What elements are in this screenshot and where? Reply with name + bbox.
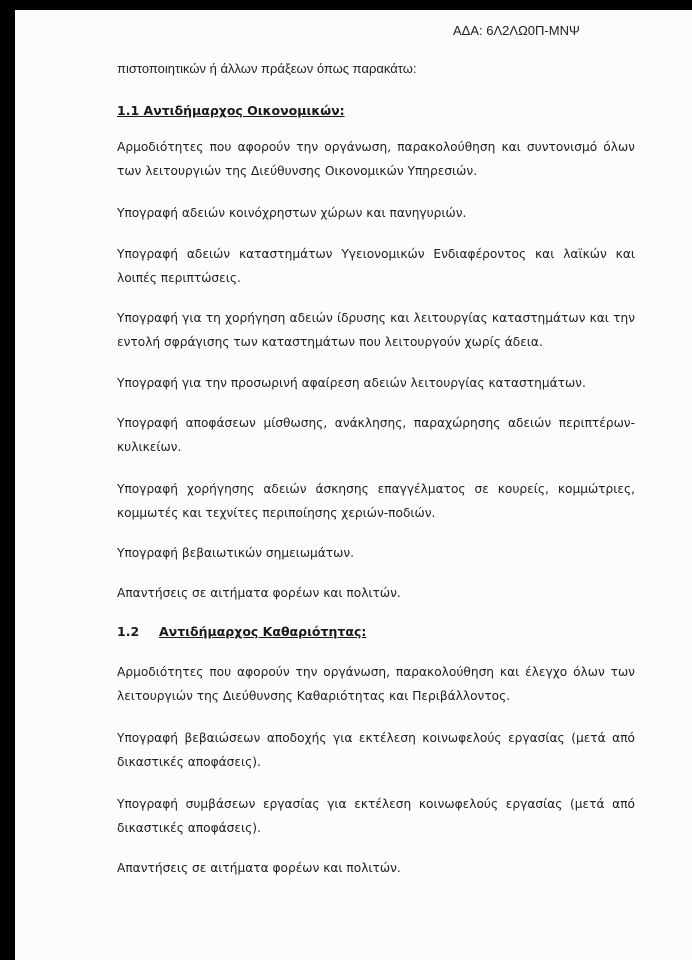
paragraph: Υπογραφή αποφάσεων μίσθωσης, ανάκλησης, παραχώρησης αδειών περιπτέρων-κυλικείων. [117,416,635,454]
ada-code: ΑΔΑ: 6Λ2ΛΩ0Π-ΜΝΨ [453,23,580,38]
paragraph: Απαντήσεις σε αιτήματα φορέων και πολιτών. [117,586,401,600]
section-number: 1.2 [117,624,140,639]
paragraph: Υπογραφή συμβάσεων εργασίας για εκτέλεση κοινωφελούς εργασίας (μετά από δικαστικές αποφάσεις). [117,797,635,835]
paragraph: Αρμοδιότητες που αφορούν την οργάνωση, παρακολούθηση και συντονισμό όλων των λειτουργιών της Διεύθυνσης Οικονομικών Υπηρεσιών. [117,140,635,178]
paragraph: Υπογραφή βεβαιωτικών σημειωμάτων. [117,546,355,560]
paragraph: Υπογραφή για την προσωρινή αφαίρεση αδειών λειτουργίας καταστημάτων. [117,376,586,390]
section-title: Αντιδήμαρχος Καθαριότητας: [159,624,367,639]
section-title: Αντιδήμαρχος Οικονομικών: [143,103,345,118]
section-heading-1-1 [117,101,345,121]
intro-line: πιστοποιητικών ή άλλων πράξεων όπως παρακάτω: [117,61,417,76]
section-heading-1-2 [117,622,366,642]
section-number: 1.1 [117,103,140,118]
paragraph: Υπογραφή αδειών καταστημάτων Υγειονομικών Ενδιαφέροντος και λαϊκών και λοιπές περιπτώσεις. [117,247,635,285]
paragraph: Απαντήσεις σε αιτήματα φορέων και πολιτών. [117,861,401,875]
document-page [15,10,692,960]
paragraph: Υπογραφή για τη χορήγηση αδειών ίδρυσης και λειτουργίας καταστημάτων και την εντολή σφράγισης των καταστημάτων που λειτουργούν χωρίς άδεια. [117,311,635,349]
paragraph: Υπογραφή αδειών κοινόχρηστων χώρων και πανηγυριών. [117,206,467,220]
paragraph: Υπογραφή βεβαιώσεων αποδοχής για εκτέλεση κοινωφελούς εργασίας (μετά από δικαστικές αποφάσεις). [117,731,635,769]
paragraph: Υπογραφή χορήγησης αδειών άσκησης επαγγέλματος σε κουρείς, κομμώτριες, κομμωτές και τεχνίτες περιποίησης χεριών-ποδιών. [117,482,635,520]
paragraph: Αρμοδιότητες που αφορούν την οργάνωση, παρακολούθηση και έλεγχο όλων των λειτουργιών της Διεύθυνσης Καθαριότητας και Περιβάλλοντος. [117,665,635,703]
